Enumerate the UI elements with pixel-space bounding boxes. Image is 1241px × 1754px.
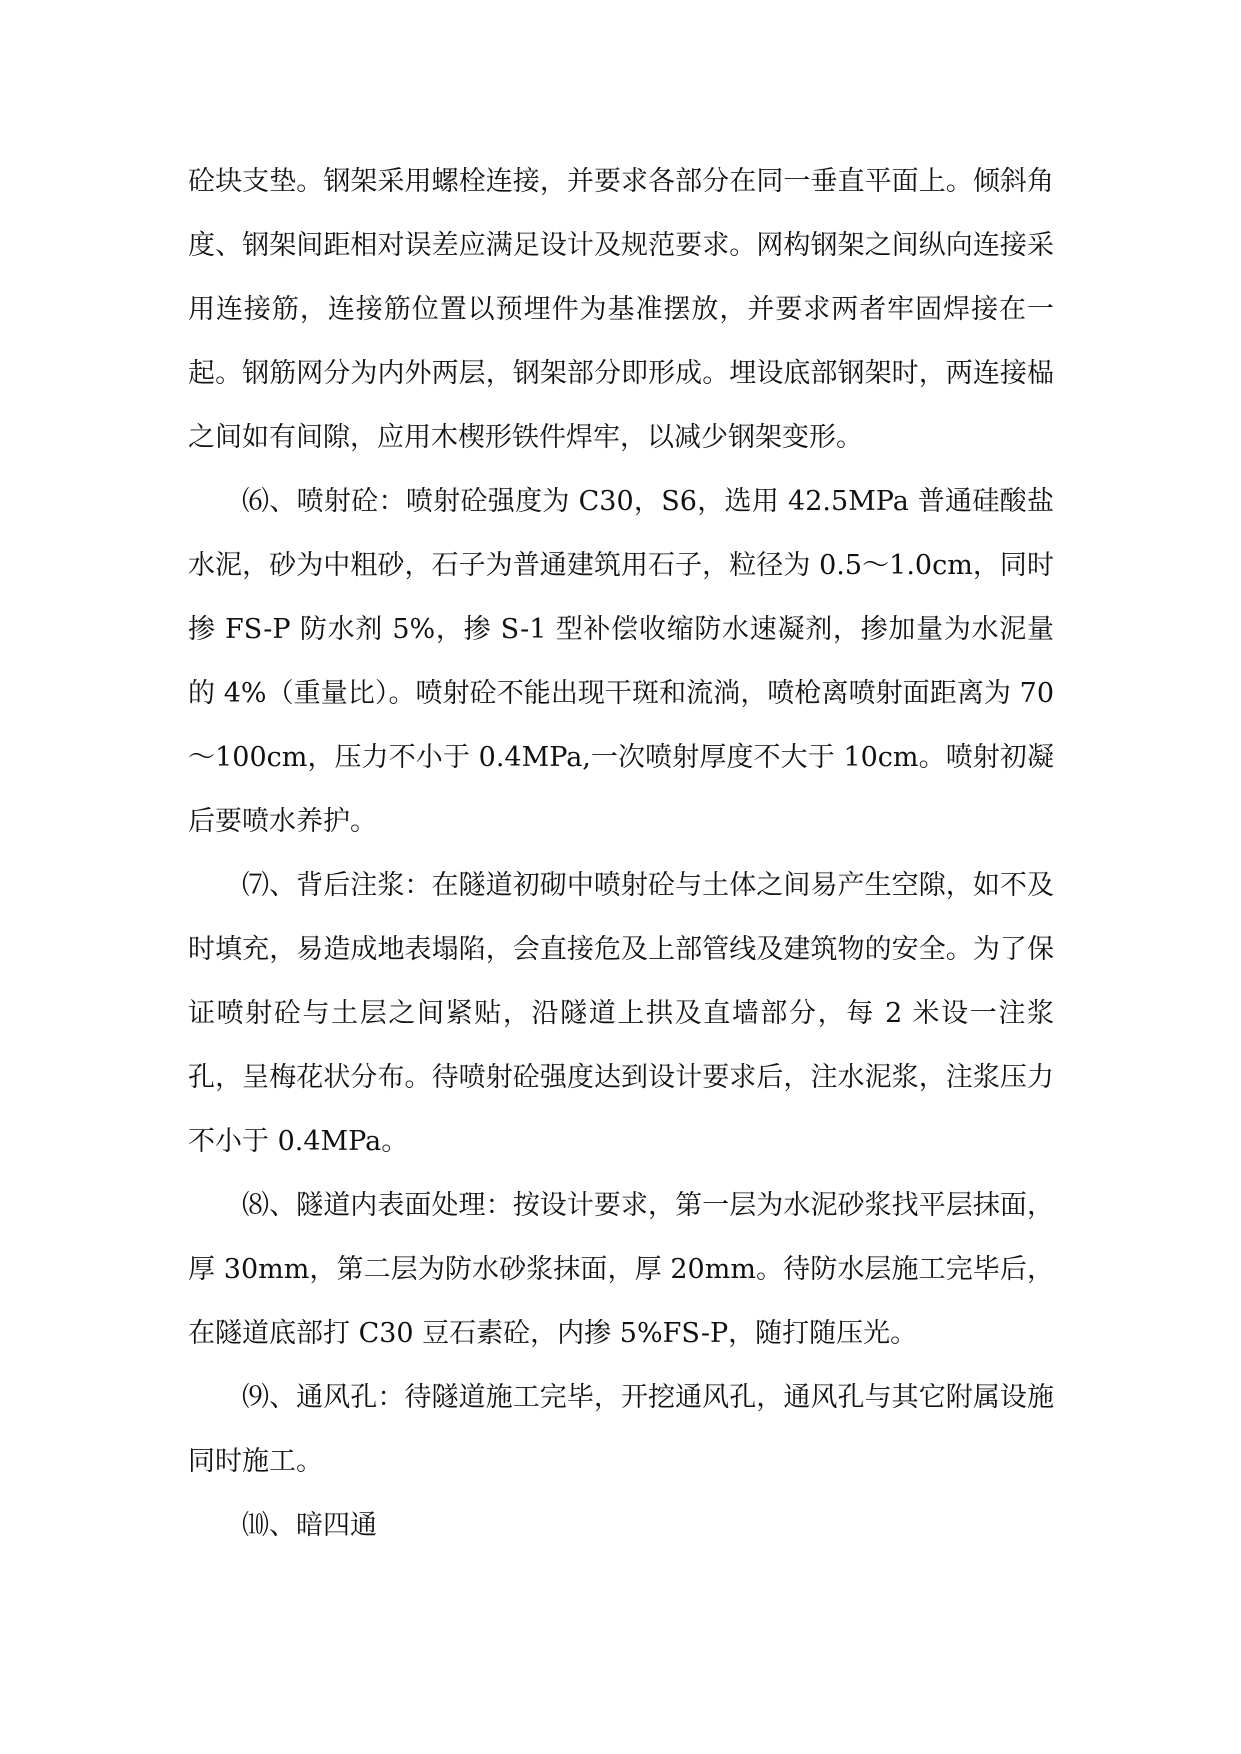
paragraph-steel-frame: 砼块支垫。钢架采用螺栓连接，并要求各部分在同一垂直平面上。倾斜角度、钢架间距相对误差应满足设计及规范要求。网构钢架之间纵向连接采用连接筋，连接筋位置以预埋件为基准摆放，并要求两者牢固焊接在一起。钢筋网分为内外两层，钢架部分即形成。埋设底部钢架时，两连接榀之间如有间隙，应用木楔形铁件焊牢，以减少钢架变形。 xyxy=(188,166,1054,453)
paragraph-surface-treatment: ⑻、隧道内表面处理：按设计要求，第一层为水泥砂浆找平层抹面，厚 30mm，第二层为防水砂浆抹面，厚 20mm。待防水层施工完毕后，在隧道底部打 C30 豆石素砼，内掺 5%FS-P，随打随压光。 xyxy=(188,1190,1054,1349)
paragraph-ventilation-hole: ⑼、通风孔：待隧道施工完毕，开挖通风孔，通风孔与其它附属设施同时施工。 xyxy=(188,1382,1054,1477)
paragraph-shotcrete: ⑹、喷射砼：喷射砼强度为 C30，S6，选用 42.5MPa 普通硅酸盐水泥，砂为中粗砂，石子为普通建筑用石子，粒径为 0.5～1.0cm，同时掺 FS-P 防水剂 5%，掺 S-1 型补偿收缩防水速凝剂，掺加量为水泥量的 4%（重量比）。喷射砼不能出现干斑和流淌，喷枪离喷射面距离为 70～100cm，压力不小于 0.4MPa,一次喷射厚度不大于 10cm。喷射初凝后要喷水养护。 xyxy=(188,486,1054,837)
paragraph-backfill-grouting: ⑺、背后注浆：在隧道初砌中喷射砼与土体之间易产生空隙，如不及时填充，易造成地表塌陷，会直接危及上部管线及建筑物的安全。为了保证喷射砼与土层之间紧贴，沿隧道上拱及直墙部分，每 2 米设一注浆孔，呈梅花状分布。待喷射砼强度达到设计要求后，注水泥浆，注浆压力不小于 0.4MPa。 xyxy=(188,870,1054,1157)
document-page xyxy=(188,150,1054,1558)
paragraph-cross-junction: ⑽、暗四通 xyxy=(242,1510,377,1541)
